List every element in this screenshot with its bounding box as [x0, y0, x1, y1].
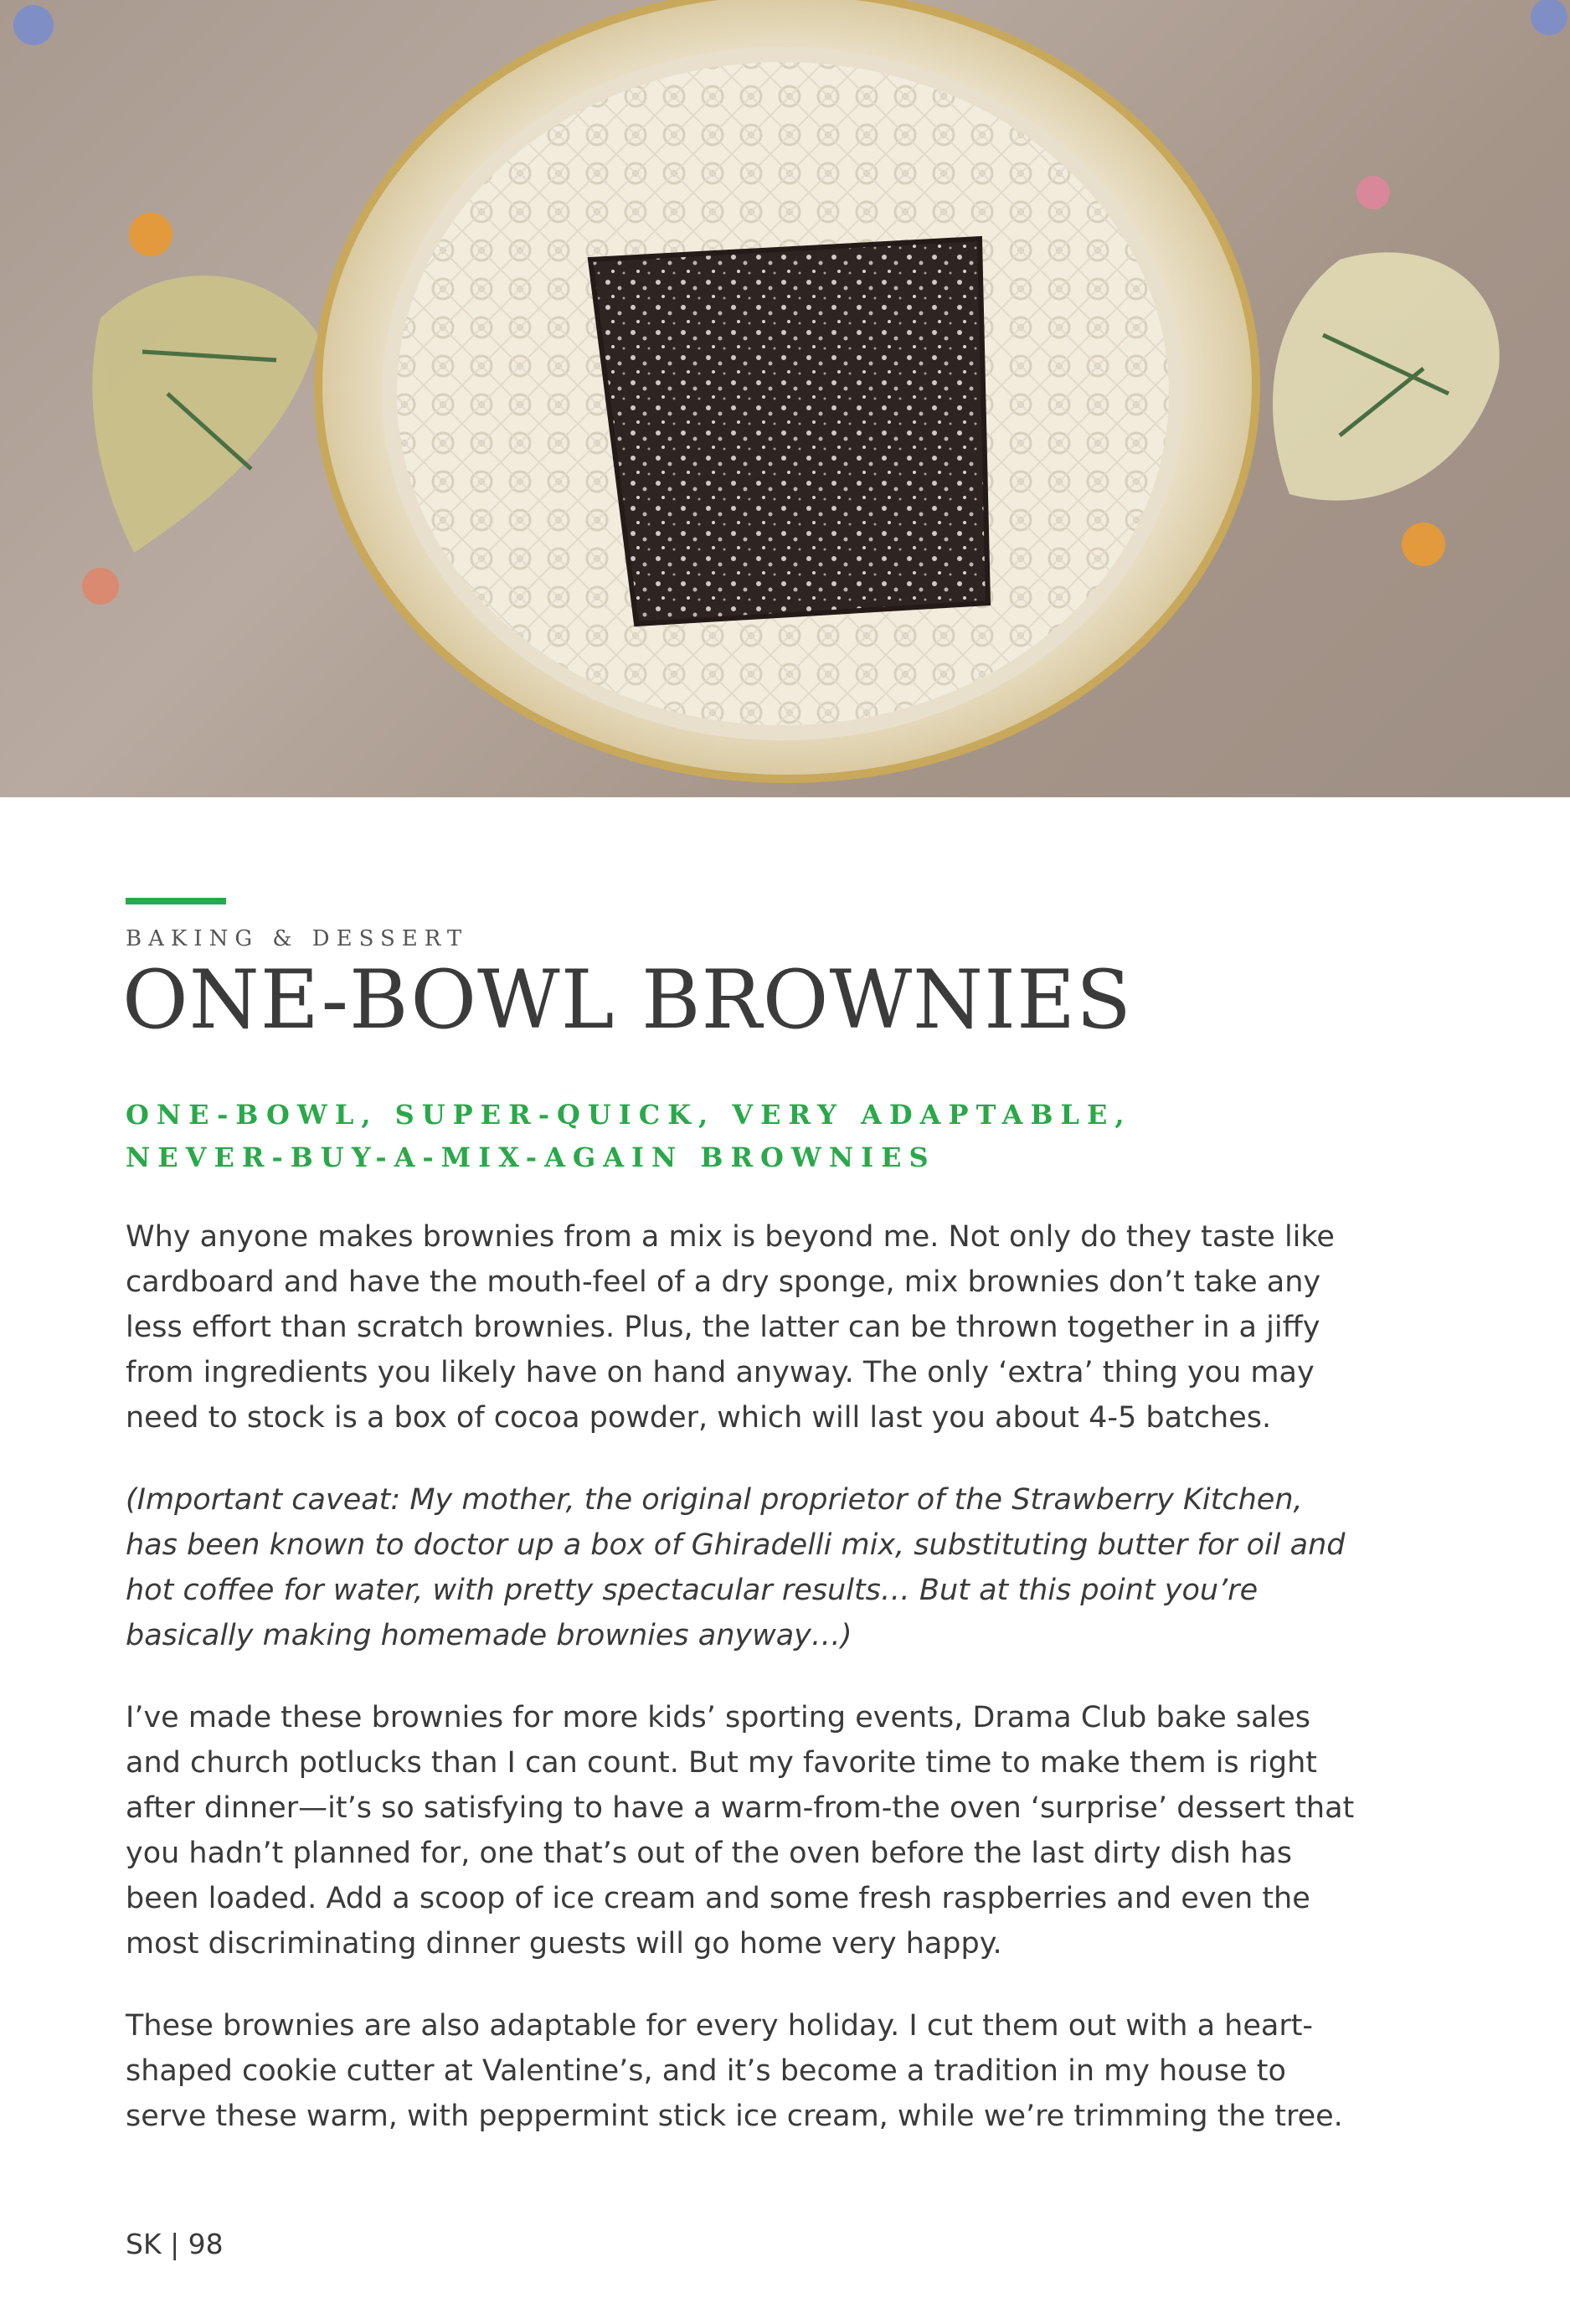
subtitle-line: NEVER-BUY-A-MIX-AGAIN BROWNIES	[126, 1141, 936, 1173]
embroidered-leaf-left	[92, 276, 318, 553]
subtitle	[126, 1094, 1214, 1179]
hero-photo-brownie-on-doily	[0, 0, 1570, 797]
paragraph-caveat: (Important caveat: My mother, the original proprietor of the Strawberry Kitchen, has been known to doctor up a box of Ghiradelli mix, substituting butter for oil and hot coffee for water, with pretty spectacular results… But at this point you’re basically making homemade brownies anyway…)	[126, 1483, 1346, 1652]
accent-bar	[126, 898, 226, 904]
paragraph-occasions: I’ve made these brownies for more kids’ sporting events, Drama Club bake sales and church potlucks than I can count. But my favorite time to make them is right after dinner—it’s so satisfying to have a warm-from-the oven ‘surprise’ dessert that you hadn’t planned for, one that’s out of the oven before the last dirty dish has been loaded. Add a scoop of ice cream and some fresh raspberries and even the most discriminating dinner guests will go home very happy.	[126, 1701, 1355, 1961]
embroidered-leaf-right	[1273, 252, 1500, 500]
page-number: SK | 98	[126, 2228, 224, 2260]
subtitle-line: ONE-BOWL, SUPER-QUICK, VERY ADAPTABLE,	[126, 1099, 1132, 1131]
category-label: BAKING & DESSERT	[126, 926, 469, 951]
paragraph-intro: Why anyone makes brownies from a mix is beyond me. Not only do they taste like cardboard and have the mouth-feel of a dry sponge, mix brownies don’t take any less effort than scratch brownies. Plus, the latter can be thrown together in a jiffy from ingredients you likely have on hand anyway. The only ‘extra’ thing you may need to stock is a box of cocoa powder, which will last you about 4-5 batches.	[126, 1220, 1335, 1435]
paragraph-holidays: These brownies are also adaptable for every holiday. I cut them out with a heart-shaped cookie cutter at Valentine’s, and it’s become a tradition in my house to serve these warm, with peppermint stick ice cream, while we’re trimming the tree.	[126, 2009, 1343, 2133]
brownie-plate-illustration	[0, 0, 1570, 797]
article-body	[126, 1214, 1356, 2176]
page-title: ONE-BOWL BROWNIES	[122, 953, 1132, 1047]
